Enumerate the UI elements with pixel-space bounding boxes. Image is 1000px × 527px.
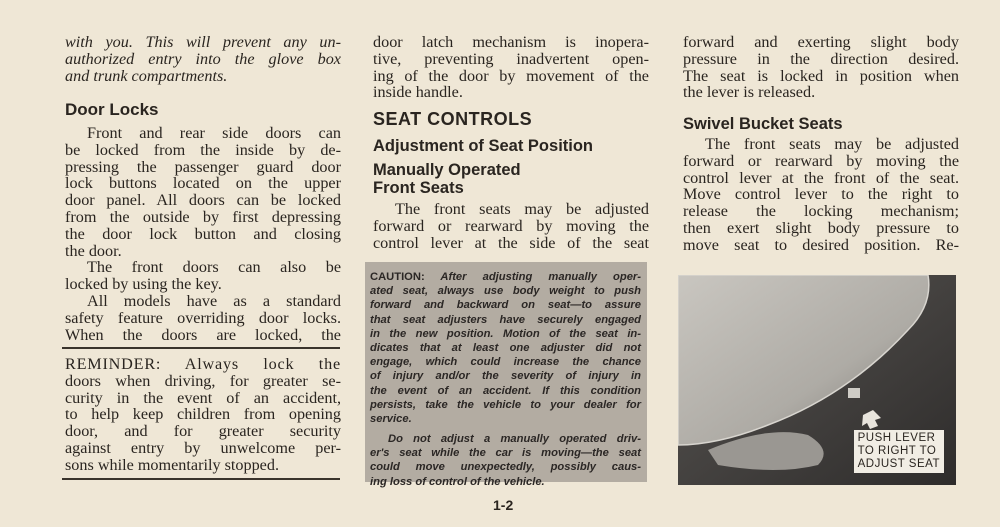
lever-knob (848, 388, 860, 398)
text-line: tive, preventing inadvertent open- (373, 49, 649, 68)
text-line: er's seat while the car is moving—the seat (370, 447, 641, 460)
text-line: Move control lever to the right to (683, 185, 959, 204)
text-line: The front seats may be adjusted (705, 135, 959, 153)
text-line: then exert slight body pressure to (683, 218, 959, 237)
text-line: in the new position. Motion of the seat in- (370, 327, 641, 340)
text-line: When the doors are locked, the (65, 325, 341, 344)
text-line: safety feature overriding door locks. (65, 308, 341, 327)
seat-lever-photo (678, 275, 956, 485)
heading-door-locks: Door Locks (65, 100, 159, 119)
text-line: forward and exerting slight body (683, 33, 959, 51)
text-line: forward and backward on seat—to assure (370, 299, 641, 312)
column-2 (373, 34, 649, 101)
text-line: inside handle. (373, 83, 463, 102)
text-line: that seat adjusters have securely engaged (370, 313, 641, 326)
text-line: authorized entry into the glove box (65, 49, 341, 68)
heading-seat-controls: SEAT CONTROLS (373, 109, 533, 129)
text-line: lock buttons located on the upper (65, 174, 341, 193)
text-line: from the outside by first depressing (65, 207, 341, 226)
text-line: engage, which could increase the chance (370, 356, 641, 369)
text-line: the lever is released. (683, 83, 816, 102)
text-line: dicates that at least one adjuster did not (370, 341, 641, 354)
text-line: doors when driving, for greater se- (65, 371, 341, 390)
swivel-seats-text (683, 136, 959, 254)
text-line: persists, take the vehicle to your dealer for (370, 398, 641, 411)
divider (62, 347, 340, 349)
heading-swivel-bucket-seats: Swivel Bucket Seats (683, 115, 843, 133)
caption-line: ADJUST SEAT (857, 458, 940, 470)
text-line: After adjusting manually oper- (440, 271, 641, 283)
text-line: pressure in the direction desired. (683, 49, 959, 68)
heading-line: Manually Operated (373, 161, 521, 179)
text-line: could move unexpectedly, possibly caus- (370, 461, 641, 474)
text-line: All models have as a standard (87, 291, 341, 310)
reminder-box (65, 356, 341, 474)
photo-caption (854, 430, 944, 473)
page-number: 1-2 (493, 497, 514, 513)
text-line: move seat to desired position. Re- (683, 235, 959, 254)
text-line: the door lock button and closing (65, 224, 341, 243)
heading-line: Front Seats (373, 179, 464, 197)
divider (62, 478, 340, 480)
heading-manually-operated (373, 161, 521, 197)
text-line: be locked from the inside by de- (65, 140, 341, 159)
text-line: service. (370, 412, 412, 425)
text-line: The front doors can also be (87, 258, 341, 277)
text-line: with you. This will prevent any un- (65, 33, 341, 51)
column-1 (65, 34, 341, 84)
heading-adjustment: Adjustment of Seat Position (373, 137, 594, 155)
text-line: pressing the passenger guard door (65, 157, 341, 176)
text-line: door latch mechanism is inopera- (373, 33, 649, 51)
caption-line: PUSH LEVER (857, 432, 936, 444)
caption-line: TO RIGHT TO (857, 445, 937, 457)
caution-label: CAUTION: (370, 271, 425, 283)
text-line: the event of an accident. If this condition (370, 384, 641, 397)
manual-seats-text (373, 201, 649, 251)
text-line: control lever at the front of the seat. (683, 168, 959, 187)
text-line: door, and for greater security (65, 422, 341, 441)
text-line: and trunk compartments. (65, 66, 228, 85)
text-line: locked by using the key. (65, 275, 222, 294)
text-line: ing of the door by movement of the (373, 66, 649, 85)
text-line: curity in the event of an accident, (65, 388, 341, 407)
text-line: forward or rearward by moving the (373, 216, 649, 235)
column-3 (683, 34, 959, 101)
text-line: REMINDER: Always lock the (65, 355, 341, 373)
text-line: to help keep children from opening (65, 405, 341, 424)
text-line: The front seats may be adjusted (395, 200, 649, 218)
text-line: against entry by unwelcome per- (65, 438, 341, 457)
text-line: of injury and/or the severity of injury in (370, 370, 641, 383)
door-locks-text (65, 125, 341, 343)
text-line: sons while momentarily stopped. (65, 455, 280, 474)
text-line: control lever at the side of the seat (373, 233, 649, 252)
text-line: door panel. All doors can be locked (65, 191, 341, 210)
text-line: ing loss of control of the vehicle. (370, 475, 545, 488)
text-line: the door. (65, 241, 122, 260)
text-line: Do not adjust a manually operated driv- (388, 433, 641, 446)
text-line: forward or rearward by moving the (683, 151, 959, 170)
text-line: release the locking mechanism; (683, 202, 959, 221)
text-line: Front and rear side doors can (87, 124, 341, 142)
text-line: The seat is locked in position when (683, 66, 959, 85)
caution-box (365, 262, 647, 488)
text-line: ated seat, always use body weight to push (370, 285, 641, 298)
